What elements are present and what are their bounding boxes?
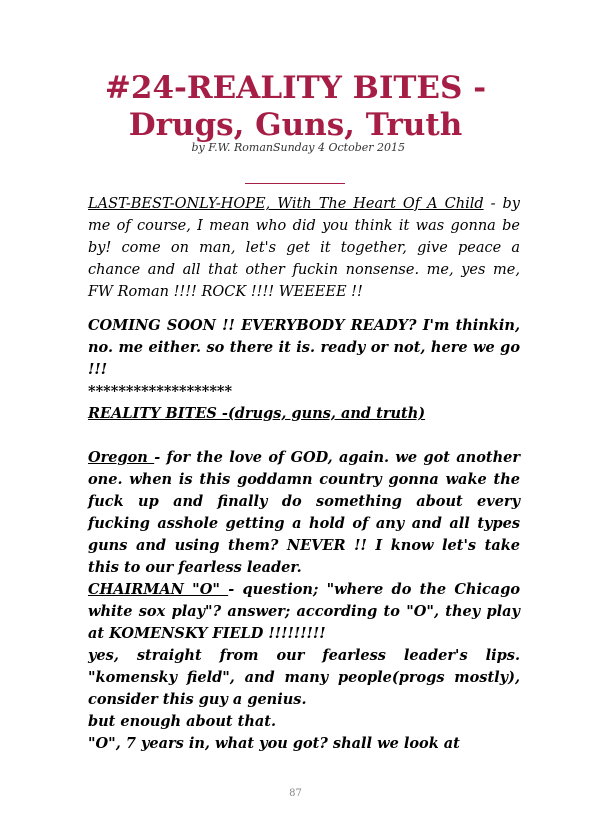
title-line-2: Drugs, Guns, Truth (128, 107, 463, 143)
stars-divider: ******************* (88, 383, 233, 400)
chairman-text: - question; "where do the Chicago white sox play"? answer; according to "O", they play at KOMENSKY FIELD !!!!!!!!! (88, 581, 521, 642)
intro-link[interactable]: LAST-BEST-ONLY-HOPE, With The Heart Of A Child (88, 196, 484, 212)
coming-soon-paragraph: COMING SOON !! EVERYBODY READY? I'm thinkin, no. me either. so there it is. ready or not, here we go !!! (88, 317, 520, 378)
oregon-paragraph (88, 447, 520, 579)
article-title (0, 70, 591, 144)
chairman-paragraph (88, 579, 520, 645)
intro-paragraph (88, 193, 520, 303)
section-heading: REALITY BITES -(drugs, guns, and truth) (88, 405, 426, 422)
enough-paragraph: but enough about that. (88, 713, 277, 730)
o-paragraph: "O", 7 years in, what you got? shall we look at (88, 735, 460, 752)
title-line-1: #24-REALITY BITES - (104, 70, 487, 106)
intro-text: - by me of course, I mean who did you think it was gonna be by! come on man, let's get it together, give peace a chance and all that other fuckin nonsense. me, yes me, FW Roman !!!! ROCK !!!! WEEEEE !! (88, 196, 520, 300)
oregon-text: - for the love of GOD, again. we got another one. when is this goddamn country gonna wake the fuck up and finally do something about every fucking asshole getting a hold of any and all types guns and using them? NEVER !! I know let's take this to our fearless leader. (88, 449, 520, 576)
article-body (88, 193, 520, 755)
byline: by F.W. RomanSunday 4 October 2015 (191, 141, 405, 154)
page-number: 87 (289, 788, 302, 799)
oregon-label: Oregon (88, 449, 155, 466)
yes-paragraph: yes, straight from our fearless leader's lips. "komensky field", and many people(progs mostly), consider this guy a genius. (88, 647, 520, 708)
title-divider (245, 183, 345, 184)
chairman-label: CHAIRMAN "O" (88, 581, 229, 598)
